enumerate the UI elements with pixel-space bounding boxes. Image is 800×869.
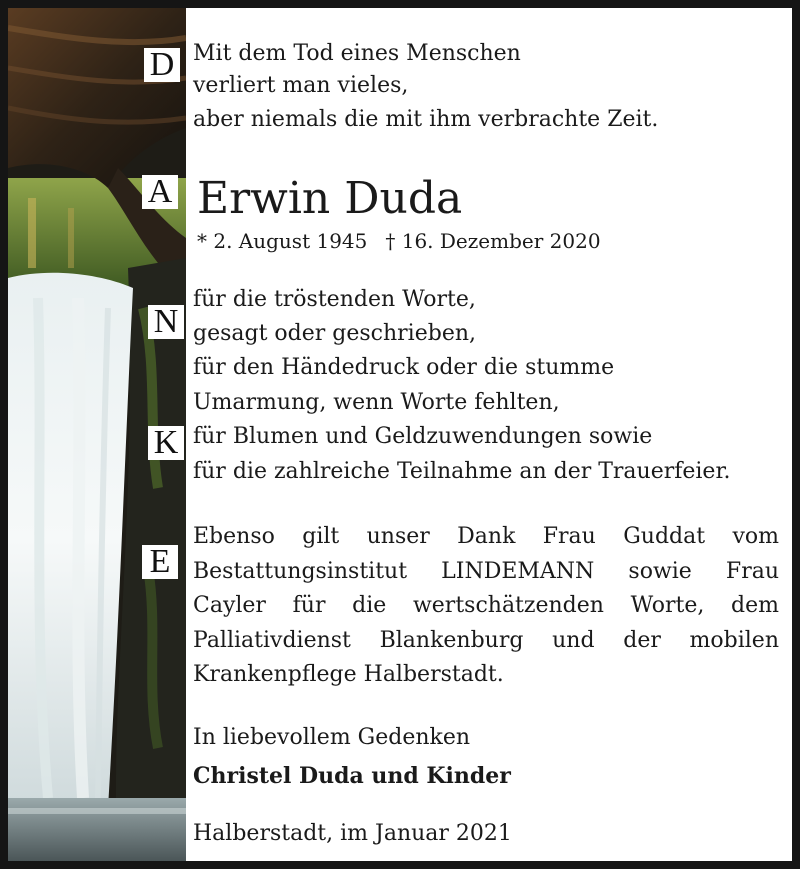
danke-letter-n: N [148, 305, 184, 339]
thanks-line: für die zahlreiche Teilnahme an der Trauerfeier. [193, 459, 731, 484]
family-signature: Christel Duda und Kinder [193, 763, 511, 789]
closing-intro: In liebevollem Gedenken [193, 725, 471, 750]
quote-line: aber niemals die mit ihm verbrachte Zeit. [193, 107, 659, 132]
danke-letter-d: D [144, 48, 180, 82]
thanks-line: gesagt oder geschrieben, [193, 321, 477, 346]
quote-line: Mit dem Tod eines Menschen [193, 41, 521, 66]
place-date: Halberstadt, im Januar 2021 [193, 821, 512, 846]
birth-date: * 2. August 1945 [197, 229, 368, 253]
danke-letter-k: K [148, 426, 184, 460]
danke-letter-a: A [142, 175, 178, 209]
thanks-line: für Blumen und Geldzuwendungen sowie [193, 424, 653, 449]
acknowledgement-line: Bestattungsinstitut LINDEMANN sowie Frau [193, 558, 779, 584]
acknowledgement-paragraph [193, 520, 779, 693]
acknowledgement-line: Ebenso gilt unser Dank Frau Guddat vom [193, 524, 779, 549]
life-dates [197, 228, 601, 254]
thanks-line: Umarmung, wenn Worte fehlten, [193, 390, 560, 415]
deceased-name: Erwin Duda [197, 173, 463, 224]
acknowledgement-line: Cayler für die wertschätzenden Worte, dem [193, 593, 779, 618]
danke-letter-e: E [142, 545, 178, 579]
acknowledgement-line: Palliativdienst Blankenburg und der mobilen [193, 627, 779, 653]
thanks-line: für den Händedruck oder die stumme [193, 355, 615, 380]
thanks-line: für die tröstenden Worte, [193, 287, 476, 312]
quote-line: verliert man vieles, [193, 73, 409, 98]
death-date: † 16. Dezember 2020 [385, 229, 601, 253]
acknowledgement-line: Krankenpflege Halberstadt. [193, 662, 504, 687]
